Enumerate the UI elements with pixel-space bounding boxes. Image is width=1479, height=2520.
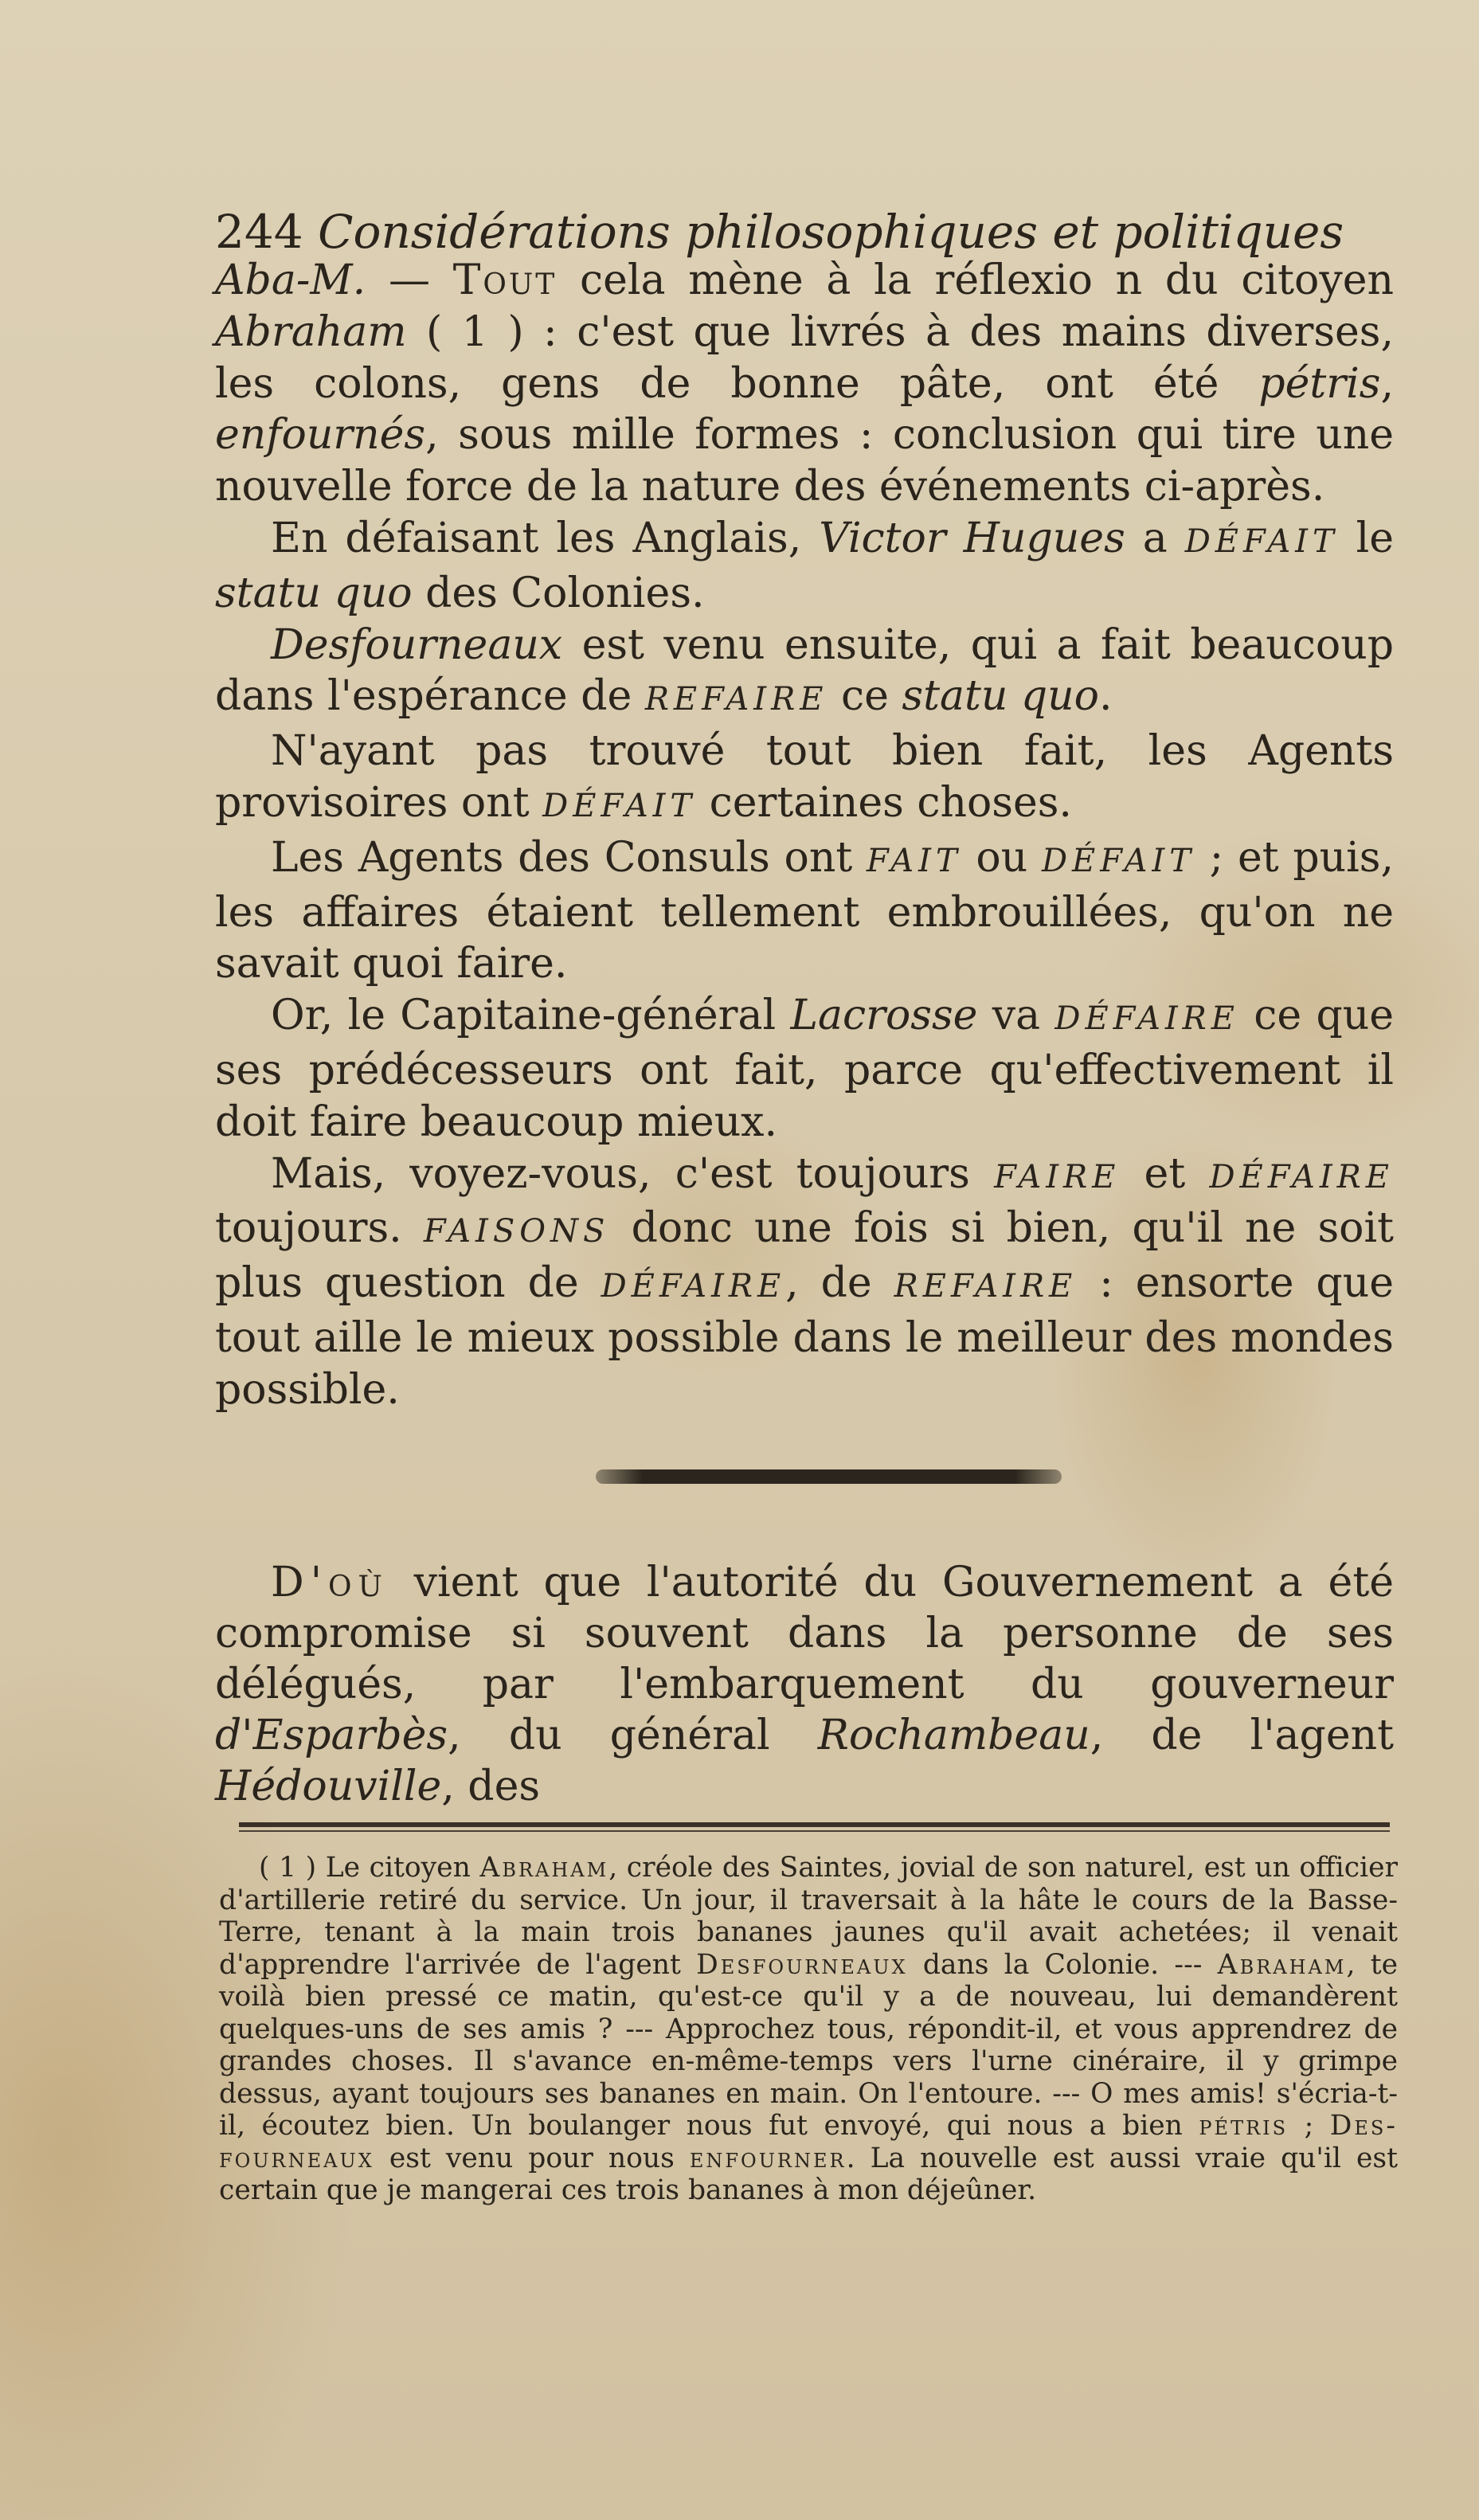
speaker-label: Aba-M. bbox=[215, 256, 366, 304]
text-run: Mais, voyez-vous, c'est toujours bbox=[271, 1149, 995, 1198]
text-run: des Colonies. bbox=[412, 569, 705, 617]
person-name: d'Esparbès bbox=[215, 1712, 448, 1759]
text-run: cela mène à la réflexio n du citoyen bbox=[557, 256, 1395, 304]
text-run: ( 1 ) : c'est que livrés à des mains diverses, les colons, gens de bonne pâte, ont été bbox=[215, 307, 1394, 408]
page-number: 244 bbox=[215, 205, 303, 259]
paragraph bbox=[215, 1148, 1394, 1416]
italic-word: statu quo bbox=[902, 672, 1099, 721]
text-run: , sous mille formes : conclusion qui tire une nouvelle force de la nature des événements ci-après. bbox=[215, 411, 1394, 511]
text-run: : ensorte que tout aille le mieux possible dans le meilleur des mondes possible. bbox=[215, 1259, 1394, 1414]
paragraph bbox=[215, 513, 1394, 620]
text-run: vient que l'autorité du Gouvernement a été compromise si souvent dans la personne de ses délégués, par l'embarquement du gouverneur bbox=[215, 1559, 1394, 1708]
text-run: va bbox=[977, 992, 1055, 1040]
emphasis-word: FAISONS bbox=[423, 1213, 610, 1250]
text-run: . La nouvelle est aussi vraie qu'il est certain que je mangerai ces trois bananes à mon déjeûner. bbox=[219, 2142, 1398, 2206]
text-run: ce bbox=[828, 672, 902, 721]
person-name: Hédouville bbox=[215, 1763, 442, 1810]
main-text-continued bbox=[215, 1557, 1394, 1812]
text-run: donc une fois si bien, qu'il ne soit plus question de bbox=[215, 1204, 1394, 1308]
text-run: est venu ensuite, qui a fait beaucoup dans l'espérance de bbox=[215, 620, 1394, 721]
person-name: Abraham bbox=[215, 307, 407, 356]
text-run: dans la Colonie. --- bbox=[907, 1948, 1218, 1981]
person-name: Victor Hugues bbox=[819, 514, 1125, 562]
emphasis-word: REFAIRE bbox=[644, 681, 828, 718]
person-name: Desfourneaux bbox=[271, 620, 563, 669]
person-name: Desfourneaux bbox=[696, 1948, 908, 1981]
text-run: le bbox=[1338, 514, 1394, 562]
paragraph bbox=[215, 620, 1394, 726]
text-run: , du général bbox=[448, 1712, 818, 1759]
emphasis-word: pétris bbox=[1199, 2110, 1289, 2142]
text-run: ; bbox=[1288, 2110, 1330, 2142]
text-run: est venu pour nous bbox=[374, 2142, 690, 2174]
footnote-rule-thin bbox=[239, 1830, 1390, 1832]
running-header bbox=[215, 203, 1394, 260]
emphasis-word: DÉFAIT bbox=[1041, 842, 1195, 879]
person-name: Abraham bbox=[1217, 1948, 1347, 1981]
person-name: Rochambeau bbox=[817, 1712, 1090, 1759]
paragraph bbox=[215, 990, 1394, 1148]
text-run: , des bbox=[441, 1763, 541, 1810]
text-run: Les Agents des Consuls ont bbox=[271, 833, 867, 882]
paragraph bbox=[215, 255, 1394, 513]
emphasis-word: DÉFAIRE bbox=[1209, 1158, 1394, 1195]
italic-word: enfournés bbox=[215, 411, 426, 460]
text-run: Le citoyen bbox=[316, 1852, 480, 1884]
footnote-marker: ( 1 ) bbox=[259, 1852, 317, 1884]
section-divider bbox=[596, 1469, 1062, 1484]
text-run: et bbox=[1120, 1149, 1210, 1198]
italic-word: pétris bbox=[1258, 359, 1381, 408]
text-run: En défaisant les Anglais, bbox=[271, 514, 820, 562]
paragraph bbox=[215, 726, 1394, 832]
text-run: ; et puis, les affaires étaient tellement embrouillées, qu'on ne savait quoi faire. bbox=[215, 833, 1395, 988]
emphasis-word: REFAIRE bbox=[894, 1268, 1078, 1305]
paragraph bbox=[215, 832, 1394, 990]
person-name: Des-fourneaux bbox=[219, 2110, 1399, 2174]
text-run: Or, le Capitaine-général bbox=[271, 992, 791, 1040]
running-title: Considérations philosophiques et politiques bbox=[318, 205, 1344, 259]
emphasis-word: FAIT bbox=[867, 842, 962, 879]
italic-word: statu quo bbox=[215, 569, 413, 617]
caps-word: D'où bbox=[271, 1559, 389, 1606]
footnote-rule bbox=[239, 1822, 1390, 1827]
text-run: , de bbox=[785, 1259, 894, 1308]
emphasis-word: DÉFAIRE bbox=[601, 1268, 786, 1305]
emphasis-word: DÉFAIT bbox=[542, 787, 697, 824]
text-run: N'ayant pas trouvé tout bien fait, les Agents provisoires ont bbox=[215, 727, 1394, 827]
emphasis-word: DÉFAIRE bbox=[1054, 1000, 1239, 1038]
main-text bbox=[215, 255, 1394, 1416]
person-name: Lacrosse bbox=[790, 992, 978, 1040]
paragraph bbox=[215, 1557, 1394, 1812]
emphasis-word: DÉFAIT bbox=[1184, 522, 1339, 560]
footnote-paragraph bbox=[219, 1852, 1398, 2207]
emphasis-word: FAIRE bbox=[994, 1158, 1121, 1195]
text-run: , de l'agent bbox=[1090, 1712, 1394, 1759]
text-run: a bbox=[1125, 514, 1185, 562]
footnote bbox=[219, 1852, 1398, 2207]
text-run: ou bbox=[961, 833, 1042, 882]
dash: — bbox=[366, 256, 453, 304]
person-name: Abraham bbox=[479, 1852, 609, 1884]
text-run: certaines choses. bbox=[696, 778, 1072, 827]
text-run: , créole des Saintes, jovial de son naturel, est un officier d'artillerie retiré du service. Un jour, il traversait à la hâte le cours de la Basse-Terre, tenant à la main trois bananes jaunes qu'il avait achetées; il venait d'apprendre l'arrivée de l'agent bbox=[219, 1852, 1398, 1981]
text-run: . bbox=[1098, 672, 1113, 721]
emphasis-word: enfourner bbox=[689, 2142, 847, 2174]
caps-word: Tout bbox=[452, 256, 558, 304]
text-run: toujours. bbox=[215, 1204, 424, 1253]
text-run: ce que ses prédécesseurs ont fait, parce qu'effectivement il doit faire beaucoup mieux. bbox=[215, 992, 1394, 1146]
text-run: , bbox=[1380, 359, 1394, 408]
text-run: , te voilà bien pressé ce matin, qu'est-ce qu'il y a de nouveau, lui demandèrent quelques-uns de ses amis ? --- Approchez tous, répondit-il, et vous apprendrez de grandes choses. Il s'avance en-même-temps vers l'urne cinéraire, il y grimpe dessus, ayant toujours ses bananes en main. On l'entoure. --- O mes amis! s'écria-t-il, écoutez bien. Un boulanger nous fut envoyé, qui nous a bien bbox=[219, 1948, 1398, 2142]
